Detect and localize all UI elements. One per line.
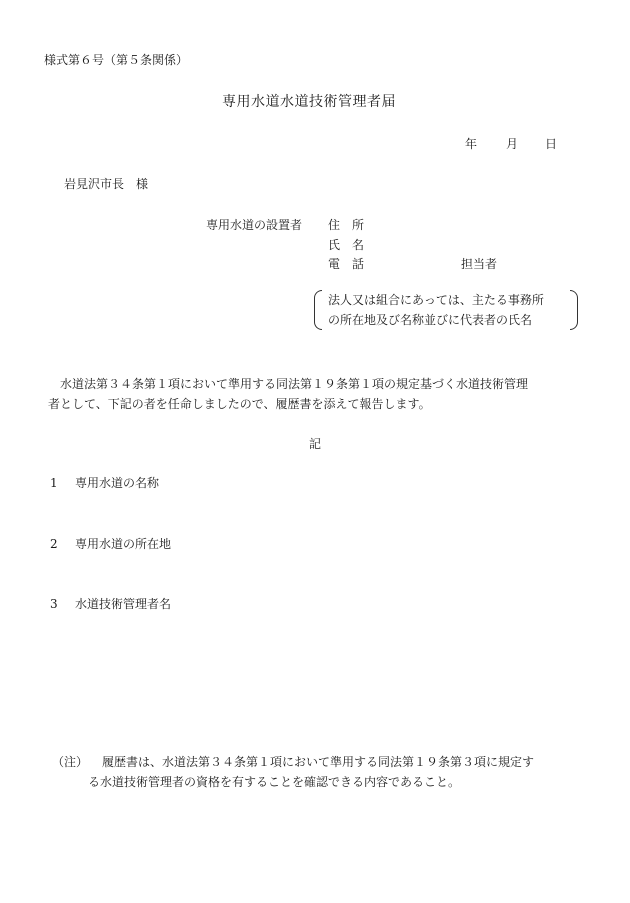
date-day-label: 日 xyxy=(545,137,558,151)
item-2-number: 2 xyxy=(50,537,58,551)
page-title: 専用水道水道技術管理者届 xyxy=(222,94,396,110)
body-text-line-1: 水道法第３４条第１項において準用する同法第１９条第１項の規定基づく水道技術管理 xyxy=(60,377,529,391)
item-3-number: 3 xyxy=(50,597,58,611)
phone-label: 電 話 xyxy=(328,257,365,271)
ki-heading: 記 xyxy=(309,437,322,451)
right-bracket xyxy=(570,290,578,330)
name-label: 氏 名 xyxy=(328,238,365,252)
corporate-note-line-2: の所在地及び名称並びに代表者の氏名 xyxy=(328,313,533,327)
installer-label: 専用水道の設置者 xyxy=(206,218,303,232)
date-month-label: 月 xyxy=(506,137,519,151)
corporate-note-bracket xyxy=(314,290,578,330)
note-line-2: る水道技術管理者の資格を有することを確認できる内容であること。 xyxy=(88,775,461,789)
corporate-note-line-1: 法人又は組合にあっては、主たる事務所 xyxy=(328,293,544,307)
note-line-1: 履歴書は、水道法第３４条第１項において準用する同法第１９条第３項に規定す xyxy=(102,755,535,769)
body-text-line-2: 者として、下記の者を任命しましたので、履歴書を添えて報告します。 xyxy=(48,397,431,411)
date-year-label: 年 xyxy=(465,137,478,151)
left-bracket xyxy=(314,290,322,330)
item-1-label: 専用水道の名称 xyxy=(75,476,160,490)
address-label: 住 所 xyxy=(328,218,365,232)
item-2-label: 専用水道の所在地 xyxy=(75,537,172,551)
recipient: 岩見沢市長 様 xyxy=(64,177,149,191)
note-marker: （注） xyxy=(52,755,89,769)
contact-person-label: 担当者 xyxy=(461,257,498,271)
item-1-number: 1 xyxy=(50,476,58,490)
form-number: 様式第６号（第５条関係） xyxy=(44,53,189,67)
item-3-label: 水道技術管理者名 xyxy=(75,597,172,611)
